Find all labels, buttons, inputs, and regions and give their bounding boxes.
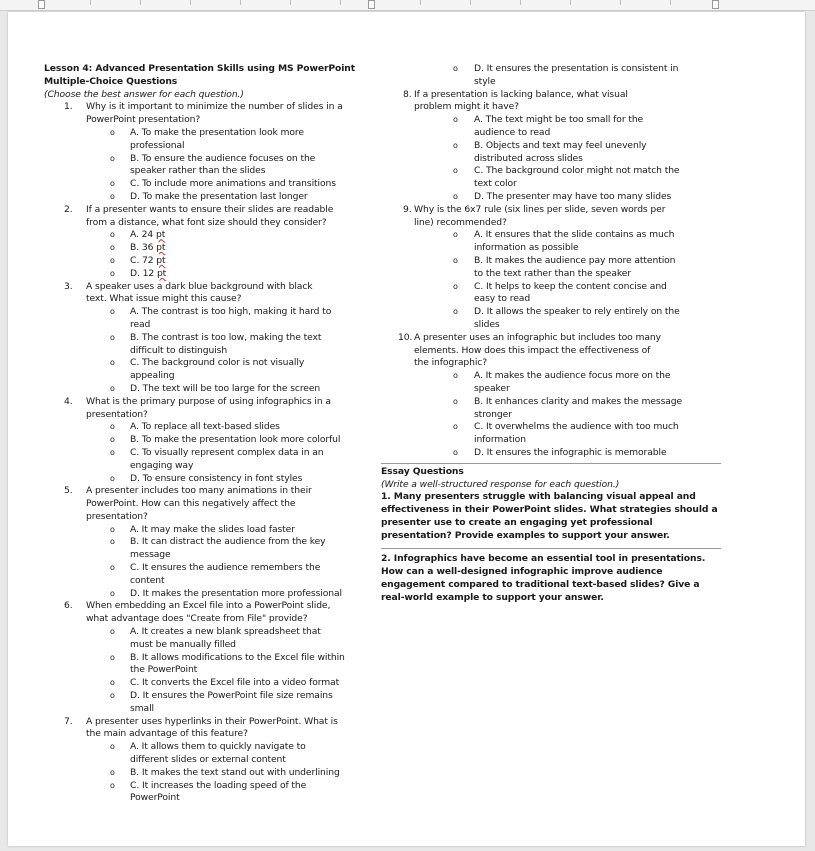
q3-option-d: o D. The text will be too large for the screen xyxy=(110,382,321,394)
q10-option-a: o A. It makes the audience focus more on the speaker xyxy=(453,370,671,394)
question-1: 1. Why is it important to minimize the number of slides in a PowerPoint presentation? xyxy=(64,101,343,126)
q9-option-d: o D. It allows the speaker to rely entirely on the slides xyxy=(453,306,680,330)
q5-option-c: o C. It ensures the audience remembers the content xyxy=(110,562,321,586)
q3-option-c: o C. The background color is not visually appealing xyxy=(110,357,305,382)
q10-option-d: o D. It ensures the infographic is memorable xyxy=(453,446,667,458)
question-7: 7. A presenter uses hyperlinks in their PowerPoint. What is the main advantage of this feature? xyxy=(64,715,338,740)
q1-option-a: o A. To make the presentation look more professional xyxy=(110,126,304,151)
q6-option-c: o C. It converts the Excel file into a video format xyxy=(110,677,340,689)
q6-option-b: o B. It allows modifications to the Excel file within the PowerPoint xyxy=(110,651,345,676)
question-2: 2. If a presenter wants to ensure their slides are readable from a distance, what font size should they consider? xyxy=(64,203,334,228)
ruler-column-marker[interactable] xyxy=(368,0,375,9)
q4-option-d: o D. To ensure consistency in font styles xyxy=(110,472,303,484)
q4-option-b: o B. To make the presentation look more colorful xyxy=(110,434,341,446)
q10-option-b: o B. It enhances clarity and makes the message stronger xyxy=(453,395,683,420)
essay-heading: Essay Questions xyxy=(381,465,464,477)
spelling-flag: pt xyxy=(155,229,166,241)
q9-option-a: o A. It ensures that the slide contains as much information as possible xyxy=(453,229,675,254)
q7-option-d: o D. It ensures the presentation is consistent in style xyxy=(453,63,679,87)
q5-option-b: o B. It can distract the audience from the key message xyxy=(110,536,326,561)
q3-option-a: o A. The contrast is too high, making it hard to read xyxy=(110,306,332,330)
q1-option-d: o D. To make the presentation last longer xyxy=(110,190,308,202)
q5-option-a: o A. It may make the slides load faster xyxy=(110,523,295,535)
left-column xyxy=(44,63,374,805)
ruler-indent-marker[interactable] xyxy=(38,0,45,9)
q7-option-c: o C. It increases the loading speed of the PowerPoint xyxy=(110,779,307,804)
q2-option-a: o A. 24 pt xyxy=(110,229,166,241)
ruler-right-marker[interactable] xyxy=(712,0,719,9)
q2-option-c: o C. 72 pt xyxy=(110,254,166,266)
right-column xyxy=(381,63,721,605)
q6-option-d: o D. It ensures the PowerPoint file size remains small xyxy=(110,690,333,714)
q10-option-c: o C. It overwhelms the audience with too much information xyxy=(453,421,679,446)
q8-option-d: o D. The presenter may have too many slides xyxy=(453,190,672,202)
top-ruler[interactable] xyxy=(0,0,815,11)
question-6: 6. When embedding an Excel file into a PowerPoint slide, what advantage does "Create from File" provide? xyxy=(64,600,331,625)
q7-option-a: o A. It allows them to quickly navigate to different slides or external content xyxy=(110,741,306,766)
q8-option-a: o A. The text might be too small for the audience to read xyxy=(453,114,644,138)
mcq-heading: Multiple-Choice Questions xyxy=(44,75,178,87)
essay-question-2: 2. Infographics have become an essential tool in presentations. How can a well-designed infographic improve audience engagement compared to traditional text-based slides? Give a real-world example to support your answer. xyxy=(381,553,706,603)
q5-option-d: o D. It makes the presentation more professional xyxy=(110,587,342,599)
question-9: 9. Why is the 6x7 rule (six lines per slide, seven words per line) recommended? xyxy=(403,203,666,228)
mcq-instruction: (Choose the best answer for each question.) xyxy=(44,88,244,100)
question-4: 4. What is the primary purpose of using infographics in a presentation? xyxy=(64,395,331,420)
spelling-flag: pt xyxy=(156,242,166,254)
q8-option-c: o C. The background color might not match the text color xyxy=(453,165,680,190)
essay-instruction: (Write a well-structured response for each question.) xyxy=(381,478,620,490)
question-5: 5. A presenter includes too many animations in their PowerPoint. How can this negatively affect the presentation? xyxy=(64,485,312,522)
q2-option-b: o B. 36 pt xyxy=(110,242,166,254)
q2-option-d: o D. 12 pt xyxy=(110,267,167,279)
q4-option-c: o C. To visually represent complex data in an engaging way xyxy=(110,446,324,471)
question-3: 3. A speaker uses a dark blue background with black text. What issue might this cause? xyxy=(64,280,313,305)
lesson-title: Lesson 4: Advanced Presentation Skills using MS PowerPoint xyxy=(44,63,356,74)
spelling-flag: pt xyxy=(156,267,167,279)
document-page[interactable] xyxy=(8,12,805,846)
essay-question-1: 1. Many presenters struggle with balancing visual appeal and effectiveness in their PowerPoint slides. What strategies should a presenter use to create an engaging yet professional presentation? Provide examples to support your answer. xyxy=(381,491,718,541)
q1-option-c: o C. To include more animations and transitions xyxy=(110,178,336,190)
q9-option-c: o C. It helps to keep the content concise and easy to read xyxy=(453,280,667,305)
question-8: 8. If a presentation is lacking balance, what visual problem might it have? xyxy=(403,88,628,113)
essay-divider-top xyxy=(381,463,721,464)
q8-option-b: o B. Objects and text may feel unevenly distributed across slides xyxy=(453,139,647,164)
q7-option-b: o B. It makes the text stand out with underlining xyxy=(110,766,340,778)
q6-option-a: o A. It creates a new blank spreadsheet that must be manually filled xyxy=(110,626,321,650)
essay-divider-middle xyxy=(381,548,721,549)
q3-option-b: o B. The contrast is too low, making the text difficult to distinguish xyxy=(110,331,322,356)
q4-option-a: o A. To replace all text-based slides xyxy=(110,421,280,433)
q9-option-b: o B. It makes the audience pay more attention to the text rather than the speaker xyxy=(453,254,676,279)
question-10: 10. A presenter uses an infographic but includes too many elements. How does this impact the effectiveness of the infographic? xyxy=(398,331,661,369)
spelling-flag: pt xyxy=(156,254,166,266)
q1-option-b: o B. To ensure the audience focuses on the speaker rather than the slides xyxy=(110,152,316,177)
